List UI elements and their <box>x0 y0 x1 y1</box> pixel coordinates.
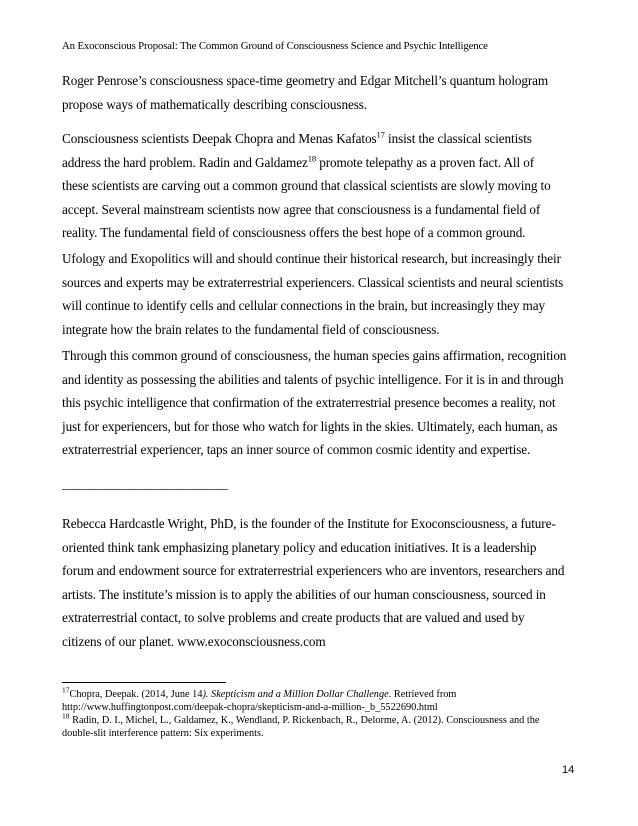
text-segment: promote telepathy as a proven fact. All of <box>316 154 535 170</box>
running-header: An Exoconscious Proposal: The Common Ground of Consciousness Science and Psychic Intelligence <box>62 40 488 52</box>
text-line: integrate how the brain relates to the fundamental field of consciousness. <box>62 321 440 337</box>
paragraph-consciousness-scientists <box>62 127 582 245</box>
text-line: forum and endowment source for extraterrestrial experiencers who are inventors, researchers and <box>62 563 565 579</box>
text-segment: insist the classical scientists <box>384 131 532 146</box>
text-line: Rebecca Hardcastle Wright, PhD, is the founder of the Institute for Exoconsciousness, a future- <box>62 516 556 531</box>
paragraph-author-bio <box>62 512 582 654</box>
paragraph-common-ground <box>62 344 582 462</box>
footnote-text: Radin, D. I., Michel, L., Galdamez, K., Wendland, P. Rickenbach, R., Delorme, A. (2012). Consciousness and the <box>69 715 540 726</box>
footnote-ref-18[interactable]: 18 <box>307 153 317 164</box>
separator-line: ______________________________ <box>62 476 227 491</box>
text-line: citizens of our planet. www.exoconsciousness.com <box>62 633 326 649</box>
text-line: just for experiencers, but for those who watch for lights in the skies. Ultimately, each human, as <box>62 418 558 434</box>
footnote-title: ). Skepticism and a Million Dollar Challenge <box>202 689 389 700</box>
paragraph-penrose <box>62 69 582 116</box>
footnote-url[interactable]: http://www.huffingtonpost.com/deepak-chopra/skepticism-and-a-million-_b_5522690.html <box>62 702 438 713</box>
text-line: Through this common ground of consciousness, the human species gains affirmation, recognition <box>62 348 567 363</box>
footnote-17 <box>62 685 587 714</box>
text-line: reality. The fundamental field of consciousness offers the best hope of a common ground. <box>62 225 526 241</box>
page-number: 14 <box>562 764 575 776</box>
text-line: will continue to identify cells and cellular connections in the brain, but increasingly they may <box>62 298 545 314</box>
footnote-line <box>62 711 587 727</box>
footnote-mark: 18 <box>62 711 70 721</box>
text-line: extraterrestrial contact, to solve problems and create products that are valued and used by <box>62 610 525 626</box>
footnote-divider <box>62 682 226 683</box>
text-line: propose ways of mathematically describing consciousness. <box>62 96 367 112</box>
text-line: this psychic intelligence that confirmation of the extraterrestrial presence becomes a reality, not <box>62 395 556 411</box>
text-line: sources and experts may be extraterrestrial experiencers. Classical scientists and neural scientists <box>62 274 564 290</box>
footnote-text: Chopra, Deepak. (2014, June 14 <box>69 689 203 700</box>
text-line <box>62 127 582 151</box>
text-line: oriented think tank emphasizing planetary policy and education initiatives. It is a leadership <box>62 539 537 555</box>
paragraph-ufology <box>62 247 582 341</box>
text-segment: Consciousness scientists Deepak Chopra and Menas Kafatos <box>62 131 377 146</box>
text-line: artists. The institute’s mission is to apply the abilities of our human consciousness, sourced in <box>62 586 546 602</box>
text-line: these scientists are carving out a common ground that classical scientists are slowly moving to <box>62 178 551 194</box>
text-line <box>62 151 582 175</box>
text-line: and identity as possessing the abilities and talents of psychic intelligence. For it is in and through <box>62 371 564 387</box>
footnote-line <box>62 685 587 701</box>
text-line: extraterrestrial experiencer, taps an inner source of common cosmic identity and expertise. <box>62 442 531 458</box>
text-line: Roger Penrose’s consciousness space-time geometry and Edgar Mitchell’s quantum hologram <box>62 73 549 88</box>
footnote-18 <box>62 711 587 740</box>
text-segment: address the hard problem. Radin and Galdamez <box>62 154 308 170</box>
footnote-ref-17[interactable]: 17 <box>376 129 385 140</box>
footnote-mark: 17 <box>62 685 70 695</box>
text-line: Ufology and Exopolitics will and should continue their historical research, but increasingly their <box>62 251 561 266</box>
footnote-text: . Retrieved from <box>388 689 457 700</box>
footnote-line: double-slit interference pattern: Six experiments. <box>62 728 264 739</box>
text-line: accept. Several mainstream scientists now agree that consciousness is a fundamental field of <box>62 201 541 217</box>
